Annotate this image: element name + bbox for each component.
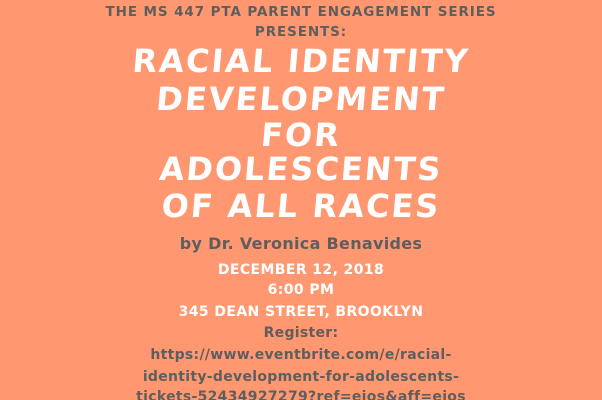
headline-line-4: ADOLESCENTS (157, 150, 445, 188)
headline-line-3: FOR (259, 116, 343, 154)
event-date: DECEMBER 12, 2018 (217, 262, 385, 278)
headline-line-1: RACIAL IDENTITY (130, 42, 472, 80)
author-byline: by Dr. Veronica Benavides (179, 234, 423, 253)
headline-line-5: OF ALL RACES (159, 187, 443, 225)
event-time: 6:00 PM (267, 282, 335, 298)
register-url-line-3[interactable]: tickets-52434927279?ref=eios&aff=eios (136, 389, 466, 400)
register-url-line-2[interactable]: identity-development-for-adolescents- (142, 369, 460, 385)
register-url-line-1[interactable]: https://www.eventbrite.com/e/racial- (150, 347, 452, 363)
headline-line-2: DEVELOPMENT (154, 80, 448, 118)
series-title: THE MS 447 PTA PARENT ENGAGEMENT SERIES (105, 4, 497, 20)
series-presents: PRESENTS: (254, 24, 348, 40)
register-label: Register: (263, 325, 339, 341)
event-address: 345 DEAN STREET, BROOKLYN (178, 304, 424, 320)
